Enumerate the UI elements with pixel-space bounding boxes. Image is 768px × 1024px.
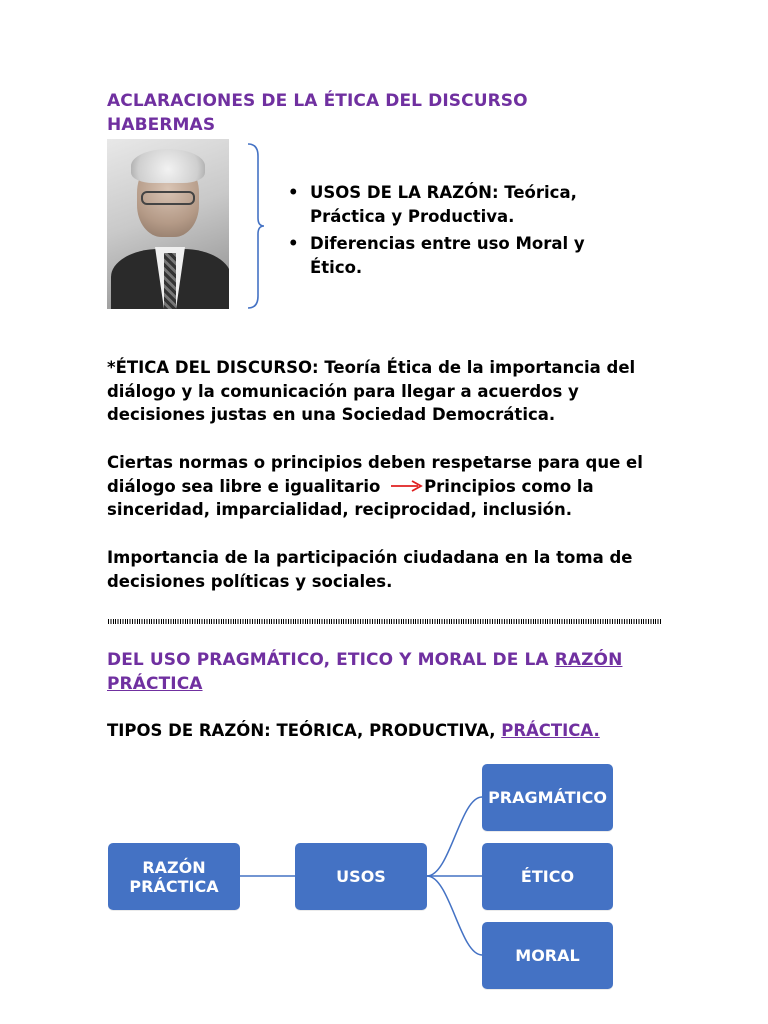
diagram-node-label: ÉTICO (520, 867, 575, 886)
bullet-text: USOS DE LA RAZÓN: Teórica, Práctica y Productiva. (310, 183, 577, 226)
practica-link[interactable]: PRÁCTICA. (501, 721, 600, 740)
bullet-dot-icon: • (288, 183, 299, 202)
diagram-node-razon-practica (108, 843, 240, 910)
diagram-node-pragmatico (482, 764, 613, 831)
bullet-text: Diferencias entre uso Moral y Ético. (310, 234, 585, 277)
diagram-node-etico (482, 843, 613, 910)
diagram-node-moral (482, 922, 613, 989)
diagram-node-label: USOS (336, 867, 386, 886)
section-heading-text: DEL USO PRAGMÁTICO, ETICO Y MORAL DE LA (107, 650, 555, 670)
diagram-node-usos (295, 843, 427, 910)
page-title-line-2: HABERMAS (107, 115, 216, 135)
paragraph-normas-text-1: Ciertas normas o principios deben respetarse para que el diálogo sea libre e igualitario (107, 453, 643, 496)
razon-practica-link[interactable]: RAZÓN PRÁCTICA (107, 650, 623, 694)
diagram-node-label: PRAGMÁTICO (488, 788, 607, 807)
paragraph-normas-text-2: Principios como la sinceridad, imparcialidad, reciprocidad, inclusión. (107, 476, 594, 519)
diagram-node-label: RAZÓN PRÁCTICA (129, 857, 219, 896)
page-title-line-1: ACLARACIONES DE LA ÉTICA DEL DISCURSO (107, 91, 528, 111)
paragraph-etica-discurso: *ÉTICA DEL DISCURSO: Teoría Ética de la importancia del diálogo y la comunicación para llegar a acuerdos y decisiones justas en una Sociedad Democrática. (107, 358, 636, 424)
connector-usos-pragmatico (427, 797, 482, 876)
diagram-node-label: MORAL (515, 946, 580, 965)
connector-usos-moral (427, 876, 482, 955)
bullet-dot-icon: • (288, 234, 299, 253)
tipos-de-razon-text: TIPOS DE RAZÓN: TEÓRICA, PRODUCTIVA, (107, 721, 502, 740)
paragraph-participacion: Importancia de la participación ciudadana en la toma de decisiones políticas y sociales. (107, 548, 633, 591)
